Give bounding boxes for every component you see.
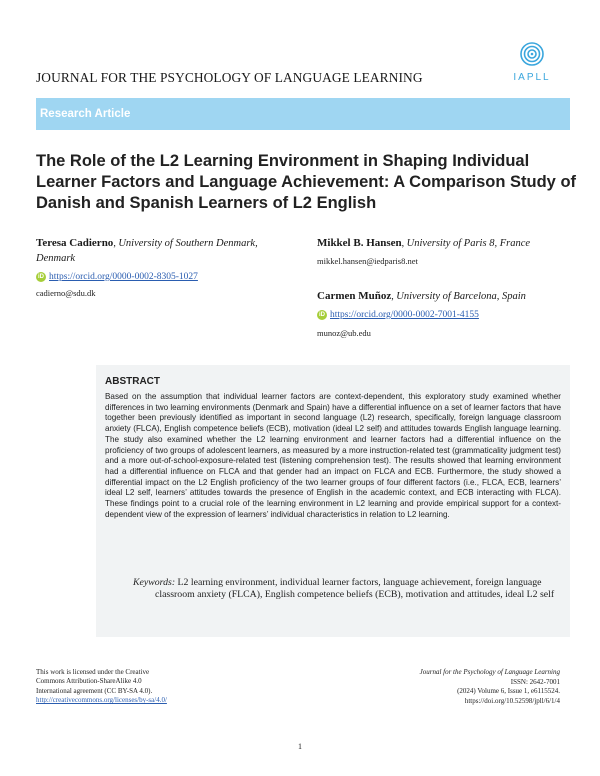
license-line: Commons Attribution-ShareAlike 4.0 bbox=[36, 677, 142, 686]
logo-text: IAPLL bbox=[513, 72, 551, 83]
issn: ISSN: 2642-7001 bbox=[510, 677, 560, 686]
keywords-text: L2 learning environment, individual learner factors, language achievement, foreign language classroom anxiety (FLCA), English competence beliefs (ECB), motivation and attitudes, ideal L2 self bbox=[155, 577, 555, 601]
author-name: Carmen Muñoz bbox=[317, 290, 392, 302]
orcid-icon: iD bbox=[319, 312, 325, 318]
author-name: Teresa Cadierno bbox=[36, 237, 114, 249]
keywords: Keywords: L2 learning environment, individual learner factors, language achievement, foreign language classroom anxiety (FLCA), English competence beliefs (ECB), motivation and attitudes, ideal L2 self bbox=[133, 577, 555, 601]
orcid-row bbox=[317, 308, 577, 322]
volume-issue: (2024) Volume 6, Issue 1, e6115524. bbox=[457, 687, 560, 696]
page-number: 1 bbox=[298, 742, 302, 751]
license-line: This work is licensed under the Creative bbox=[36, 668, 150, 676]
doi-link[interactable]: https://doi.org/10.52598/jpll/6/1/4 bbox=[464, 696, 560, 705]
abstract-heading: ABSTRACT bbox=[105, 376, 160, 387]
license-line: International agreement (CC BY-SA 4.0). bbox=[36, 686, 153, 695]
orcid-link[interactable]: https://orcid.org/0000-0002-7001-4155 bbox=[330, 310, 479, 320]
journal-name: JOURNAL FOR THE PSYCHOLOGY OF LANGUAGE LEARNING bbox=[36, 70, 423, 85]
author-email[interactable]: munoz@ub.edu bbox=[317, 328, 371, 338]
author-affiliation: University of Paris 8, France bbox=[406, 238, 531, 249]
author-block-2: Mikkel B. Hansen, University of Paris 8, France mikkel.hansen@iedparis8.net bbox=[317, 236, 577, 268]
author-email[interactable]: cadierno@sdu.dk bbox=[36, 288, 96, 298]
keywords-label: Keywords bbox=[133, 577, 172, 588]
license-notice bbox=[36, 668, 236, 706]
article-title: The Role of the L2 Learning Environment in Shaping Individual Learner Factors and Language Achievement: A Comparison Study of Danish and Spanish Learners of L2 English bbox=[36, 152, 577, 212]
abstract-text: Based on the assumption that individual learner factors are context-dependent, this exploratory study examined whether differences in two learning environments (Denmark and Spain) have a differential influence on a set of learner factors that have together been previously identified as important in second language (L2) research, specifically, foreign language classroom anxiety (FLCA), English competence beliefs (ECB), motivation (ideal L2 self) and attitudes towards English language learning. The study also examined whether the L2 learning environment and learner factors had a differential influence on the proficiency of two groups of adolescent learners, as measured by a more instruction-related test (grammaticality judgment test) and a more out-of-school-exposure-related test (listening comprehension test). The results showed that learning environment had a differential influence on FLCA and that gender had an impact on FLCA and ECB. Furthermore, the study showed a differential impact on the L2 English proficiency of the two learner groups of four different factors (i.e., FLCA, ECB, learners’ ideal L2 self, learners’ attitudes towards the presence of English in the academic context, and ECB interacting with FLCA). These findings point to a crucial role of the learning environment in L2 learning and provide empirical support for a context-dependent view of the expression of learners’ individual characteristics in relation to L2 learning. bbox=[105, 392, 561, 519]
article-type-banner: Research Article bbox=[36, 98, 570, 130]
author-block-3: Carmen Muñoz, University of Barcelona, Spain iD https://orcid.org/0000-0002-7001-4155 munoz@ub.edu bbox=[317, 289, 577, 340]
author-affiliation: University of Barcelona, Spain bbox=[396, 291, 526, 302]
author-affiliation: University of Southern Denmark, Denmark bbox=[36, 238, 258, 264]
license-link[interactable]: http://creativecommons.org/licenses/by-sa/4.0/ bbox=[36, 696, 167, 705]
orcid-row bbox=[36, 270, 276, 284]
journal-citation-name: Journal for the Psychology of Language Learning bbox=[419, 668, 560, 676]
author-block-1: Teresa Cadierno, University of Southern Denmark, Denmark iD https://orcid.org/0000-0002-8305-1027 cadierno@sdu.dk bbox=[36, 236, 276, 300]
orcid-link[interactable]: https://orcid.org/0000-0002-8305-1027 bbox=[49, 272, 198, 282]
journal-citation bbox=[360, 668, 560, 706]
author-name: Mikkel B. Hansen bbox=[317, 237, 402, 249]
orcid-icon: iD bbox=[38, 274, 44, 280]
author-email[interactable]: mikkel.hansen@iedparis8.net bbox=[317, 256, 418, 266]
